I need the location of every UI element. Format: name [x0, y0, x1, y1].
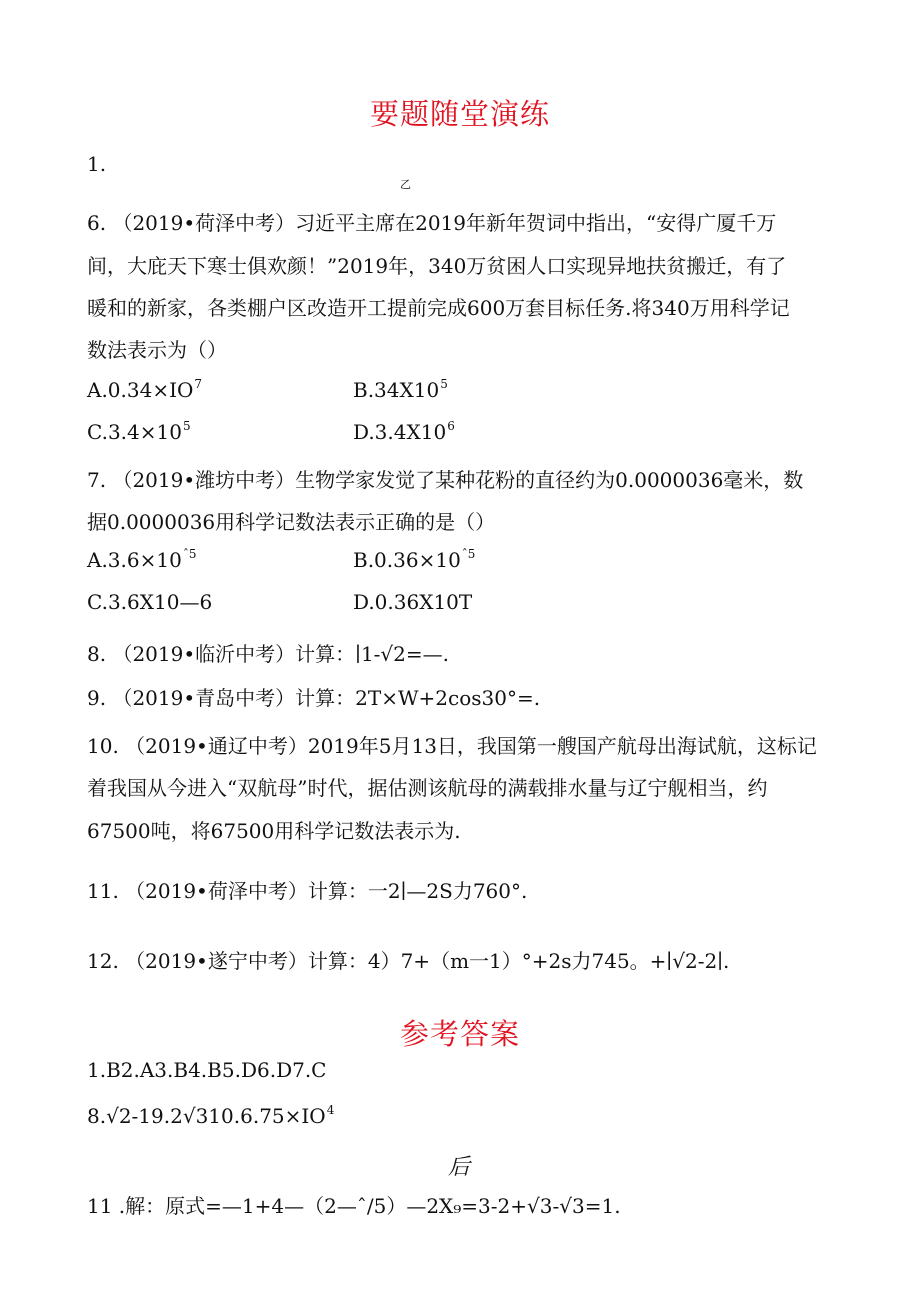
- question-10-line-1: 10. （2019•通辽中考）2019年5月13日，我国第一艘国产航母出海试航，这标记: [87, 734, 817, 758]
- question-6-line-4: 数法表示为（）: [87, 338, 227, 362]
- question-7-line-1: 7. （2019•潍坊中考）生物学家发觉了某种花粉的直径约为0.0000036毫米，数: [87, 468, 804, 492]
- question-1: 1.: [87, 152, 107, 176]
- question-11: 11. （2019•荷泽中考）计算：一2∣—2S力760°.: [87, 879, 528, 903]
- question-6-option-d: $D.3.4X10^6$: [353, 419, 455, 444]
- question-9: 9. （2019•青岛中考）计算：2T×W+2cos30°=.: [87, 686, 541, 710]
- question-7-option-c: C.3.6X10—6: [87, 590, 213, 614]
- question-10-line-3: 67500吨，将67500用科学记数法表示为.: [87, 819, 461, 843]
- question-6-option-a: $A.0.34\times IO^7$: [87, 377, 203, 402]
- answers-title: 参考答案: [399, 1017, 520, 1051]
- answers-line-2: $8.√2-19.2√310.6.75\times IO^4$: [87, 1103, 335, 1128]
- question-10-line-2: 着我国从今进入“双航母”时代，据估测该航母的满载排水量与辽宁舰相当，约: [87, 776, 768, 800]
- answers-mark: 后: [448, 1155, 471, 1180]
- question-7-option-a: $A.3.6\times 10^{ˆ5}$: [87, 547, 197, 572]
- question-8: 8. （2019•临沂中考）计算：∣1-√2=—.: [87, 642, 450, 666]
- question-6-option-b: $B.34X10^5$: [353, 377, 448, 402]
- stray-mark: 乙: [400, 178, 411, 191]
- question-6-line-2: 间，大庇天下寒士俱欢颜！”2019年，340万贫困人口实现异地扶贫搬迁，有了: [87, 254, 787, 278]
- question-7-option-b: $B.0.36\times 10^{ˆ5}$: [353, 547, 476, 572]
- question-6-line-1: 6. （2019•荷泽中考）习近平主席在2019年新年贺词中指出，“安得广厦千万: [87, 211, 777, 235]
- question-6-line-3: 暖和的新家，各类棚户区改造开工提前完成600万套目标任务.将340万用科学记: [87, 296, 790, 320]
- page-title: 要题随堂演练: [369, 97, 550, 131]
- question-12: 12. （2019•遂宁中考）计算：4）7+（m一1）°+2s力745。+∣√2-2∣.: [87, 949, 730, 973]
- question-7-option-d: D.0.36X10T: [353, 590, 473, 614]
- answers-line-1: 1.B2.A3.B4.B5.D6.D7.C: [87, 1058, 327, 1082]
- answers-line-3: 11 .解：原式=—1+4—（2—ˆ/5）—2X₉=3-2+√3-√3=1.: [87, 1194, 621, 1218]
- question-6-option-c: $C.3.4\times 10^5$: [87, 419, 191, 444]
- question-7-line-2: 据0.0000036用科学记数法表示正确的是（）: [87, 510, 496, 534]
